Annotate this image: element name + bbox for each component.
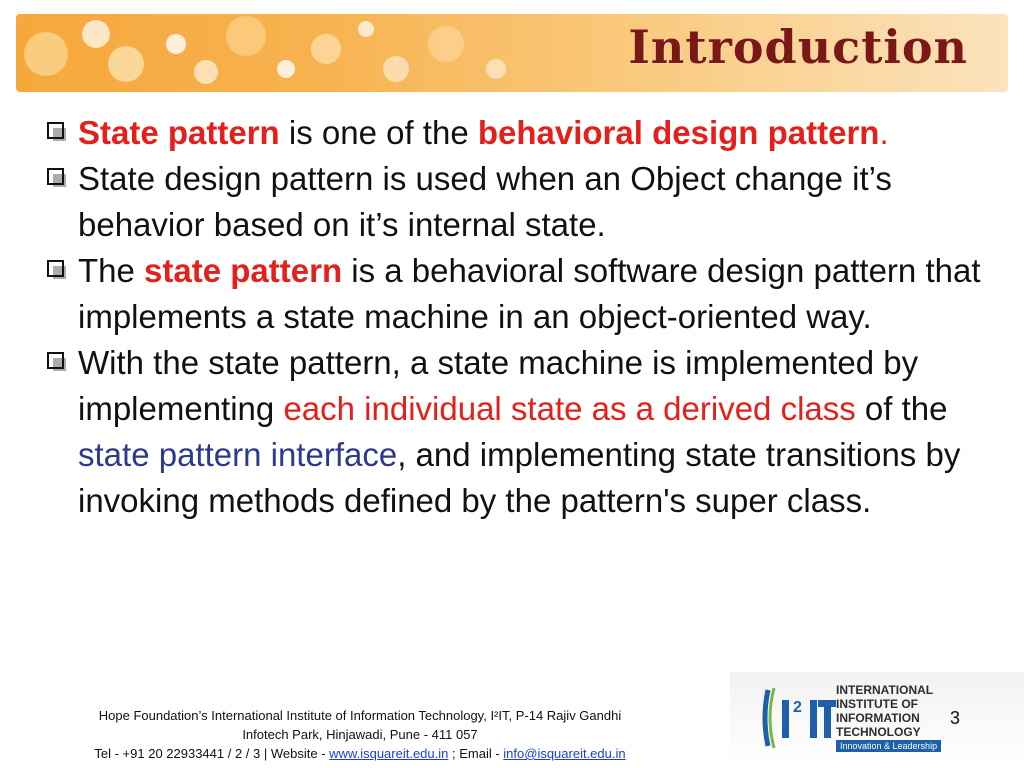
- highlight-text: each individual state as a derived class: [283, 390, 856, 427]
- logo-tagline: Innovation & Leadership: [836, 740, 941, 752]
- body-text: is one of the: [279, 114, 478, 151]
- logo-line: TECHNOLOGY: [836, 725, 921, 739]
- highlight-text: state pattern: [144, 252, 343, 289]
- footer-text: ; Email -: [448, 746, 504, 761]
- checkbox-bullet-icon: [46, 121, 68, 143]
- page-number: 3: [950, 708, 961, 728]
- bullet-item: [46, 110, 996, 156]
- institute-name: [836, 683, 933, 739]
- footer: [0, 706, 720, 763]
- footer-line: Hope Foundation’s International Institute of Information Technology, I²IT, P-14 Rajiv Gandhi: [98, 708, 622, 723]
- bullet-item: [46, 340, 996, 524]
- svg-text:2: 2: [793, 699, 802, 716]
- highlight-text: state pattern interface: [78, 436, 398, 473]
- website-link[interactable]: www.isquareit.edu.in: [329, 746, 449, 761]
- highlight-text: behavioral design pattern: [477, 114, 880, 151]
- checkbox-bullet-icon: [46, 167, 68, 189]
- footer-line: Infotech Park, Hinjawadi, Pune - 411 057: [242, 727, 478, 742]
- email-link[interactable]: info@isquareit.edu.in: [503, 746, 626, 761]
- bullet-list: [46, 110, 996, 524]
- slide-title: Introduction: [628, 20, 968, 74]
- bullet-item: [46, 248, 996, 340]
- body-text: The: [78, 252, 145, 289]
- body-text: .: [879, 114, 889, 151]
- logo-line: INTERNATIONAL: [836, 683, 934, 697]
- highlight-text: State pattern: [78, 114, 280, 151]
- decorative-circles-icon: [16, 14, 576, 92]
- checkbox-bullet-icon: [46, 351, 68, 373]
- logo-line: INFORMATION: [836, 711, 920, 725]
- title-banner: [16, 14, 1008, 92]
- footer-text: Tel - +91 20 22933441 / 2 / 3 | Website -: [94, 746, 330, 761]
- bullet-item: [46, 156, 996, 248]
- body-text: , and implementing state transitions by invoking methods defined by the pattern's super class.: [78, 436, 961, 519]
- checkbox-bullet-icon: [46, 259, 68, 281]
- body-text: State design pattern is used when an Object change it’s behavior based on it’s internal state.: [78, 160, 892, 243]
- body-text: With the state pattern, a state machine is implemented by implementing: [78, 344, 919, 427]
- i2it-logo-icon: [760, 680, 840, 756]
- logo-line: INSTITUTE OF: [836, 697, 918, 711]
- body-text: of the: [855, 390, 948, 427]
- body-text: is a behavioral software design pattern that implements a state machine in an object-oriented way.: [78, 252, 981, 335]
- footer-line: [0, 744, 720, 763]
